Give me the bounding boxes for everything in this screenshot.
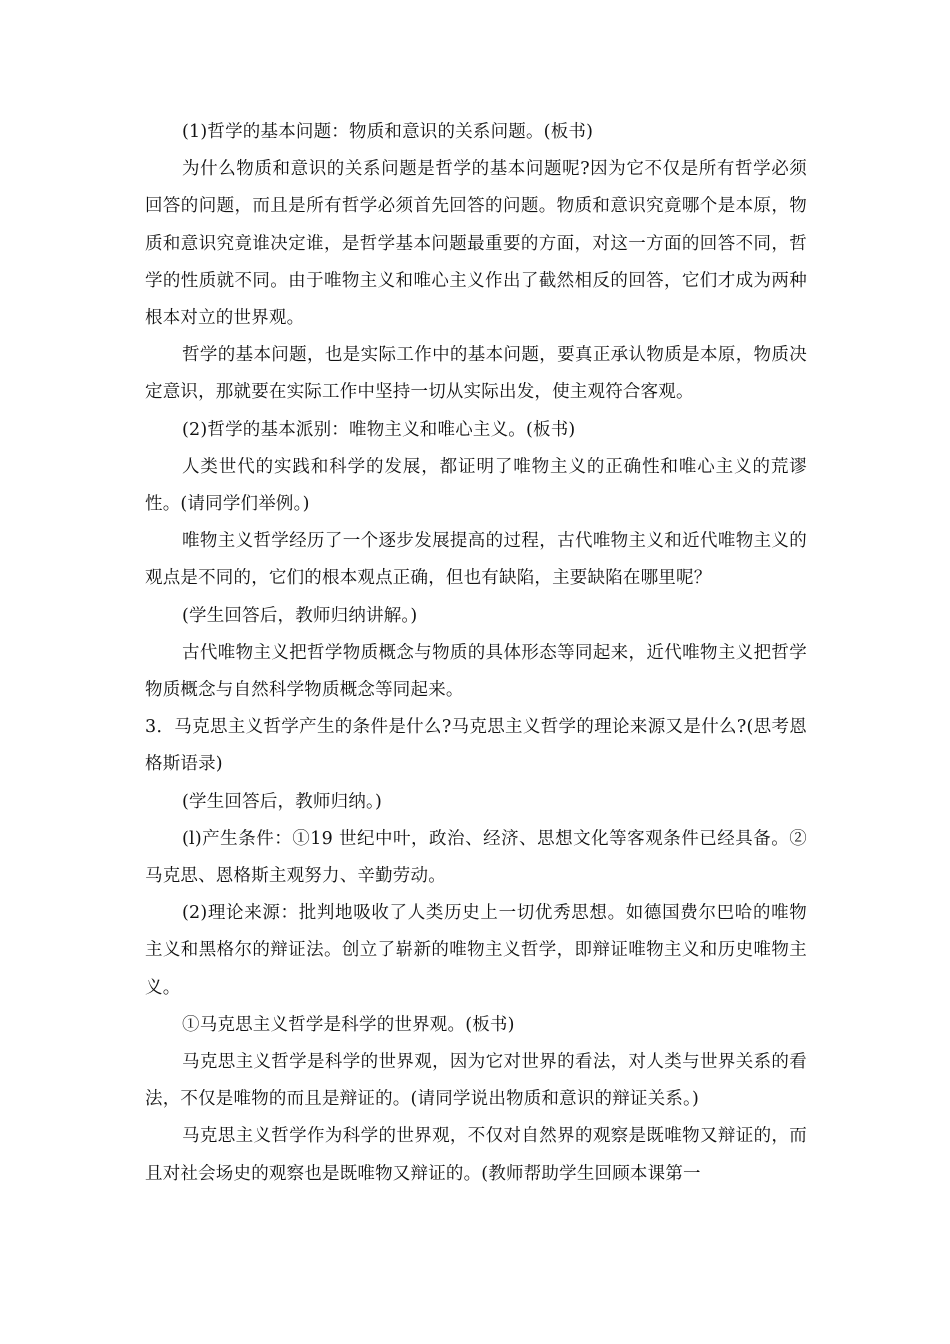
paragraph-why-basic-question: 为什么物质和意识的关系问题是哲学的基本问题呢?因为它不仅是所有哲学必须回答的问题，而且是所有哲学必须首先回答的问题。物质和意识究竟哪个是本原，物质和意识究竟谁决定谁，是哲学基本问题最重要的方面，对这一方面的回答不同，哲学的性质就不同。由于唯物主义和唯心主义作出了截然相反的回答，它们才成为两种根本对立的世界观。	[145, 159, 807, 329]
paragraph-basic-schools: (2)哲学的基本派别：唯物主义和唯心主义。(板书)	[182, 419, 576, 440]
paragraph-materialism-history: 唯物主义哲学经历了一个逐步发展提高的过程，古代唯物主义和近代唯物主义的观点是不同的，它们的根本观点正确，但也有缺陷，主要缺陷在哪里呢？	[145, 531, 807, 589]
paragraph-practice-science: 人类世代的实践和科学的发展，都证明了唯物主义的正确性和唯心主义的荒谬性。(请同学们举例。)	[145, 456, 807, 515]
body-text	[145, 114, 807, 1193]
paragraph-conditions: (l)产生条件：①19 世纪中叶，政治、经济、思想文化等客观条件已经具备。②马克思、恩格斯主观努力、辛勤劳动。	[145, 828, 807, 887]
paragraph-theory-sources: (2)理论来源：批判地吸收了人类历史上一切优秀思想。如德国费尔巴哈的唯物主义和黑格尔的辩证法。创立了崭新的唯物主义哲学，即辩证唯物主义和历史唯物主义。	[145, 903, 807, 998]
section-heading-3: 3．马克思主义哲学产生的条件是什么?马克思主义哲学的理论来源又是什么?(思考恩格斯语录)	[145, 717, 807, 775]
paragraph-practical-work: 哲学的基本问题，也是实际工作中的基本问题，要真正承认物质是本原，物质决定意识，那就要在实际工作中坚持一切从实际出发，使主观符合客观。	[145, 345, 807, 403]
paragraph-teacher-summary-2: (学生回答后，教师归纳。)	[182, 791, 383, 812]
paragraph-scientific-worldview: ①马克思主义哲学是科学的世界观。(板书)	[182, 1014, 515, 1035]
paragraph-teacher-summary-1: (学生回答后，教师归纳讲解。)	[182, 605, 418, 626]
paragraph-nature-society: 马克思主义哲学作为科学的世界观，不仅对自然界的观察是既唯物又辩证的，而且对社会场史的观察也是既唯物又辩证的。(教师帮助学生回顾本课第一	[145, 1126, 807, 1184]
paragraph-basic-question: (1)哲学的基本问题：物质和意识的关系问题。(板书)	[182, 122, 594, 142]
paragraph-ancient-modern: 古代唯物主义把哲学物质概念与物质的具体形态等同起来，近代唯物主义把哲学物质概念与自然科学物质概念等同起来。	[145, 642, 807, 701]
paragraph-worldview-explanation: 马克思主义哲学是科学的世界观，因为它对世界的看法，对人类与世界关系的看法，不仅是唯物的而且是辩证的。(请同学说出物质和意识的辩证关系。)	[145, 1052, 807, 1110]
